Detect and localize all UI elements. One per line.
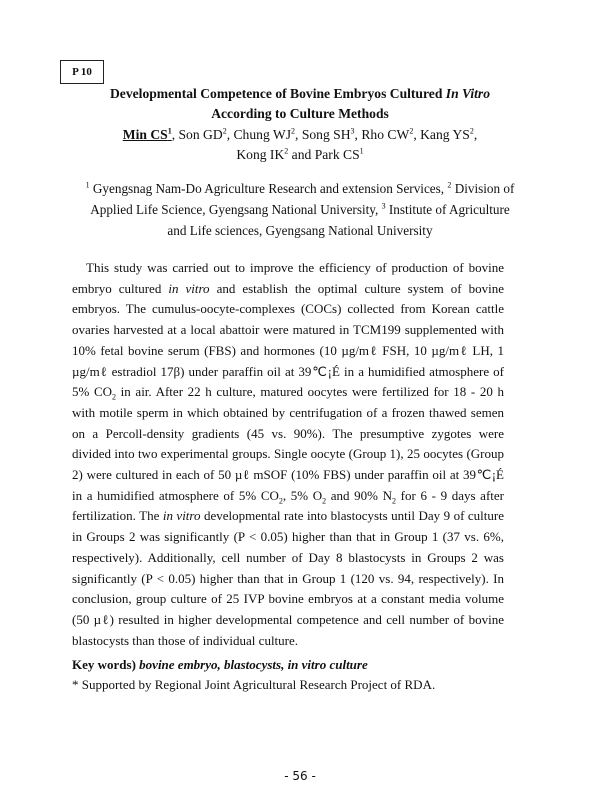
affiliation-line-2: Applied Life Science, Gyengsang National University, $^3$ Institute of Agriculture <box>90 201 510 217</box>
keywords-line <box>72 655 512 675</box>
affiliation-line-3: and Life sciences, Gyengsang National University <box>167 223 433 238</box>
abstract-body: This study was carried out to improve the efficiency of production of bovine embryo cultured in vitro and establish the optimal culture system of bovine embryos. The cumulus-oocyte-complexes (COCs) collected from Korean cattle ovaries harvested at a local abattoir were matured in TCM199 supplemented with 10% fetal bovine serum (FBS) and hormones (10 µg/mℓ FSH, 10 µg/mℓ LH, 1 µg/mℓ estradiol 17β) under paraffin oil at 39℃¡É in a humidified atmosphere of 5% $CO_2$ in air. After 22 h culture, matured oocytes were fertilized for 18 - 20 h with motile sperm in which obtained by centrifugation of a frozen thawed semen on a Percoll-density gradients (45 vs. 90%). The presumptive zygotes were divided into two experimental groups. Single oocyte (Group 1), 25 oocytes (Group 2) were cultured in each of 50 µℓ mSOF (10% FBS) under paraffin oil at 39℃¡É in a humidified atmosphere of 5% $CO_2$, 5% $O_2$ and 90% $N_2$ for 6 - 9 days after fertilization. The in vitro developmental rate into blastocysts until Day 9 of culture in Groups 2 was significantly (P < 0.05) higher than that in Group 1 (37 vs. 6%, respectively). Additionally, cell number of Day 8 blastocysts in Groups 2 was significantly (P < 0.05) higher than that in Group 1 (120 vs. 94, respectively). In conclusion, group culture of 25 IVP bovine embryos at a constant media volume (50 µℓ) resulted in higher developmental competence and cell number of bovine blastocysts than those of individual culture. <box>72 260 505 648</box>
affiliation-line-1: $^1$ Gyengsnag Nam-Do Agriculture Research and extension Services, $^2$ Division of <box>85 180 515 196</box>
paper-title-line-2: According to Culture Methods <box>211 106 389 121</box>
poster-label: P 10 <box>60 60 104 84</box>
paper-title-line-1 <box>60 84 540 104</box>
keywords-label: Key words) <box>72 657 140 672</box>
author-line-2: Kong $IK^2$ and Park $CS^1$ <box>236 146 364 162</box>
author-line-1: Min $CS^1$, Son $GD^2$, Chung $WJ^2$, Song $SH^3$, Rho $CW^2$, Kang $YS^2$, <box>122 126 478 142</box>
title-italic-text: In Vitro <box>445 86 490 101</box>
page-number: - 56 - <box>284 769 316 783</box>
funding-note: * Supported by Regional Joint Agricultural Research Project of RDA. <box>72 677 436 692</box>
presenting-author: Min $CS^1$ <box>122 126 172 142</box>
keywords-terms: bovine embryo, blastocysts, in vitro culture <box>139 657 368 672</box>
title-main-text: Developmental Competence of Bovine Embryos Cultured <box>109 86 446 101</box>
